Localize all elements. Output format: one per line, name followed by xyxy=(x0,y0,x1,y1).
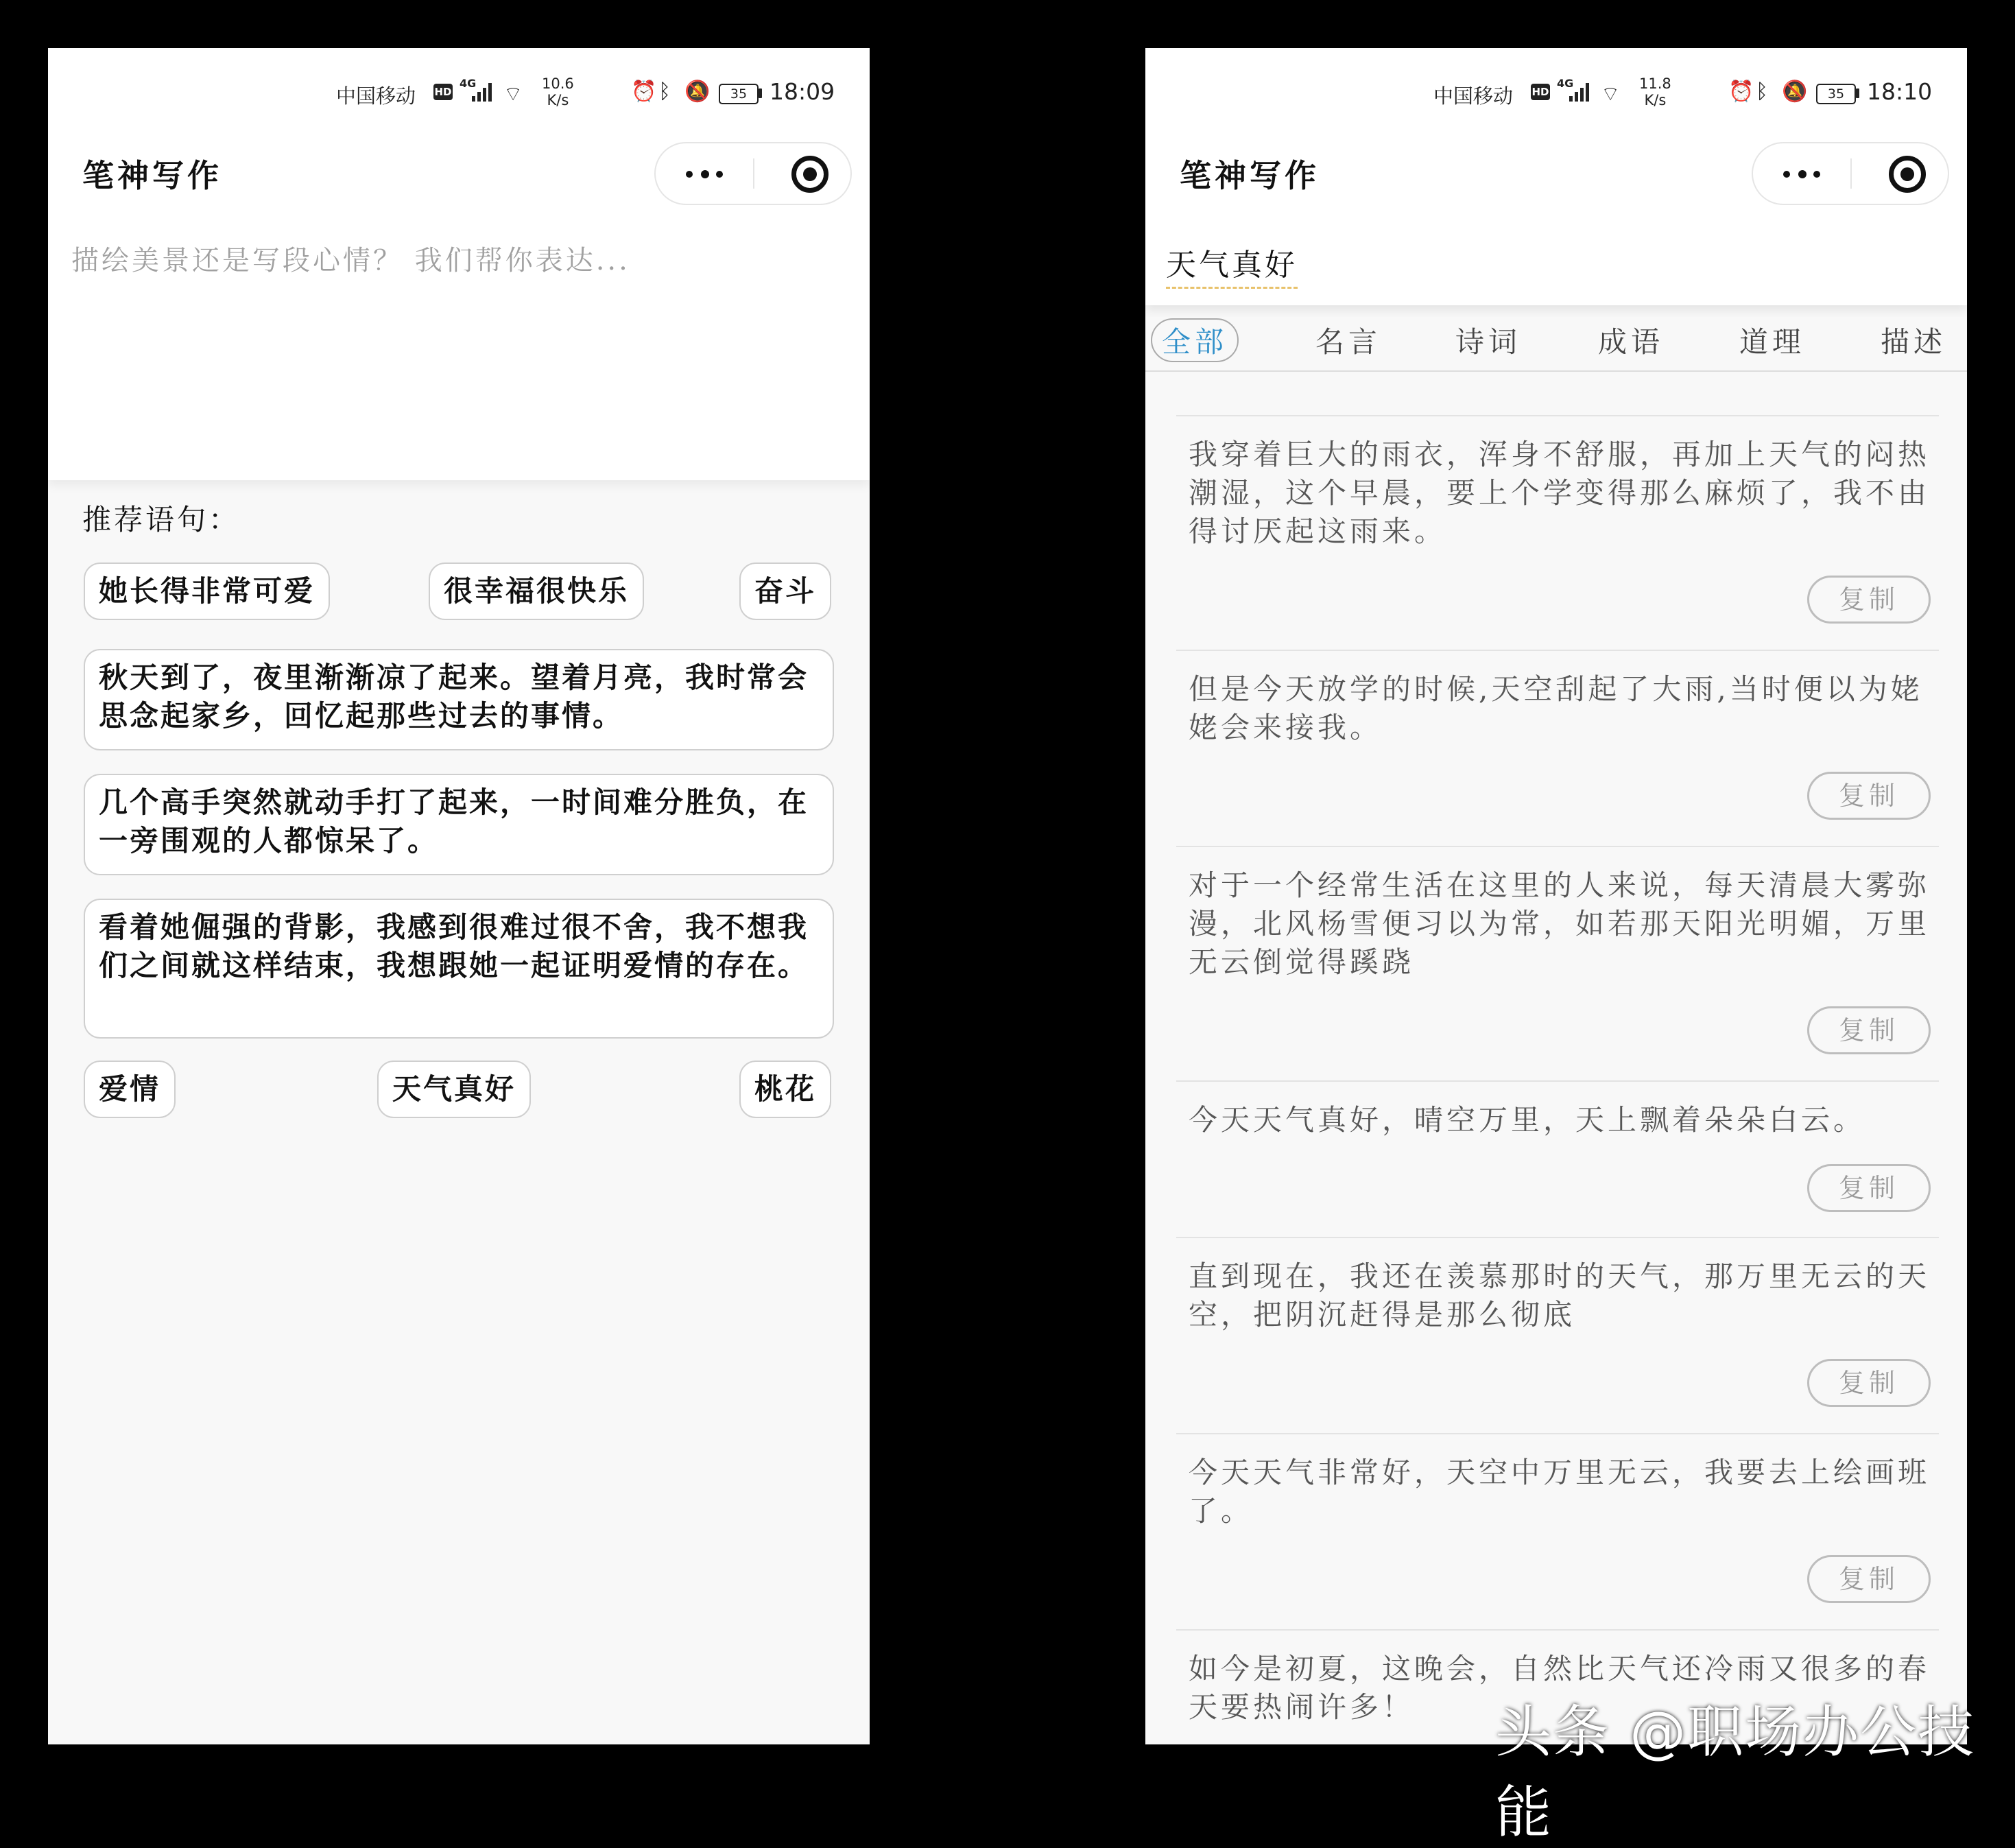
bluetooth-icon: ᛒ xyxy=(1756,80,1768,104)
recommend-chip[interactable]: 很幸福很快乐 xyxy=(429,562,644,620)
writing-input[interactable]: 描绘美景还是写段心情？ 我们帮你表达... xyxy=(71,245,630,276)
network-label: 4G xyxy=(460,77,477,90)
tab-quotes[interactable]: 名言 xyxy=(1315,325,1382,359)
recommend-chip[interactable]: 天气真好 xyxy=(377,1061,531,1118)
copy-button[interactable]: 复制 xyxy=(1807,1164,1931,1212)
signal-icon xyxy=(472,82,497,102)
result-text: 今天天气非常好，天空中万里无云，我要去上绘画班了。 xyxy=(1189,1456,1931,1528)
capsule-divider xyxy=(1850,158,1852,189)
miniprogram-capsule xyxy=(654,142,852,205)
wifi-icon: ⌔ xyxy=(1601,82,1621,106)
hd-badge: HD xyxy=(433,84,453,100)
recommend-title: 推荐语句： xyxy=(82,503,241,536)
mute-icon: 🔕 xyxy=(684,80,711,104)
category-tabs xyxy=(1145,317,1967,372)
more-icon[interactable] xyxy=(656,143,753,204)
network-speed: 10.6 K/s xyxy=(542,75,574,108)
app-title: 笔神写作 xyxy=(1180,157,1320,194)
recommend-chip[interactable]: 她长得非常可爱 xyxy=(84,562,330,620)
recommend-sentence[interactable]: 几个高手突然就动手打了起来，一时间难分胜负，在一旁围观的人都惊呆了。 xyxy=(84,774,834,875)
close-target-icon[interactable] xyxy=(791,156,828,193)
result-text: 但是今天放学的时候,天空刮起了大雨,当时便以为姥姥会来接我。 xyxy=(1189,672,1923,744)
hd-badge: HD xyxy=(1531,84,1550,100)
alarm-icon: ⏰ xyxy=(1728,80,1754,104)
app-title: 笔神写作 xyxy=(82,157,222,194)
recommend-chip[interactable]: 爱情 xyxy=(84,1061,176,1118)
recommend-chip[interactable]: 桃花 xyxy=(739,1061,831,1118)
copy-button[interactable]: 复制 xyxy=(1807,1555,1931,1603)
tab-reasoning[interactable]: 道理 xyxy=(1739,325,1806,359)
signal-icon xyxy=(1569,82,1594,102)
clock: 18:09 xyxy=(770,78,835,105)
alarm-icon: ⏰ xyxy=(631,80,657,104)
result-item xyxy=(1176,846,1939,1080)
network-label: 4G xyxy=(1557,77,1574,90)
tab-poems[interactable]: 诗词 xyxy=(1455,325,1522,359)
tab-description[interactable]: 描述 xyxy=(1881,325,1947,359)
mute-icon: 🔕 xyxy=(1782,80,1808,104)
recommend-sentence[interactable]: 秋天到了，夜里渐渐凉了起来。望着月亮，我时常会思念起家乡，回忆起那些过去的事情。 xyxy=(84,649,834,750)
watermark: 头条 @职场办公技能 xyxy=(1495,1700,1976,1845)
result-text: 我穿着巨大的雨衣，浑身不舒服，再加上天气的闷热潮湿，这个早晨，要上个学变得那么麻烦了，我不由得讨厌起这雨来。 xyxy=(1189,438,1931,548)
tab-idioms[interactable]: 成语 xyxy=(1598,325,1665,359)
bluetooth-icon: ᛒ xyxy=(658,80,671,104)
result-item xyxy=(1176,1433,1939,1629)
result-item xyxy=(1176,650,1939,846)
recommend-sentence[interactable]: 看着她倔强的背影，我感到很难过很不舍，我不想我们之间就这样结束，我想跟她一起证明爱情的存在。 xyxy=(84,899,834,1039)
wifi-icon: ⌔ xyxy=(503,82,523,106)
close-target-icon[interactable] xyxy=(1889,156,1926,193)
more-icon[interactable] xyxy=(1753,143,1850,204)
battery-tip xyxy=(1856,88,1859,98)
status-bar xyxy=(48,48,870,141)
copy-button[interactable]: 复制 xyxy=(1807,1006,1931,1054)
result-text: 今天天气真好，晴空万里，天上飘着朵朵白云。 xyxy=(1189,1103,1866,1137)
result-text: 对于一个经常生活在这里的人来说，每天清晨大雾弥漫，北风杨雪便习以为常，如若那天阳光明媚，万里无云倒觉得蹊跷 xyxy=(1189,868,1931,979)
result-item xyxy=(1176,415,1939,650)
carrier-label: 中国移动 xyxy=(336,84,416,108)
result-item xyxy=(1176,1237,1939,1433)
capsule-divider xyxy=(753,158,754,189)
carrier-label: 中国移动 xyxy=(1433,84,1514,108)
result-text: 直到现在，我还在羡慕那时的天气，那万里无云的天空，把阴沉赶得是那么彻底 xyxy=(1189,1259,1931,1331)
right-screen xyxy=(1145,48,1967,1744)
network-speed: 11.8 K/s xyxy=(1639,75,1671,108)
battery-icon: 35 xyxy=(719,84,759,104)
recommend-chip[interactable]: 奋斗 xyxy=(739,562,831,620)
battery-tip xyxy=(759,88,762,98)
clock: 18:10 xyxy=(1867,78,1933,105)
left-screen xyxy=(48,48,870,1744)
battery-icon: 35 xyxy=(1816,84,1856,104)
copy-button[interactable]: 复制 xyxy=(1807,576,1931,624)
copy-button[interactable]: 复制 xyxy=(1807,772,1931,820)
copy-button[interactable]: 复制 xyxy=(1807,1359,1931,1407)
miniprogram-capsule xyxy=(1752,142,1949,205)
result-text: 如今是初夏，这晚会，自然比天气还冷雨又很多的春天要热闹许多！ xyxy=(1189,1652,1931,1724)
query-input[interactable]: 天气真好 xyxy=(1166,240,1298,289)
status-bar xyxy=(1145,48,1967,141)
result-item xyxy=(1176,1080,1939,1237)
tab-all[interactable]: 全部 xyxy=(1151,318,1239,362)
